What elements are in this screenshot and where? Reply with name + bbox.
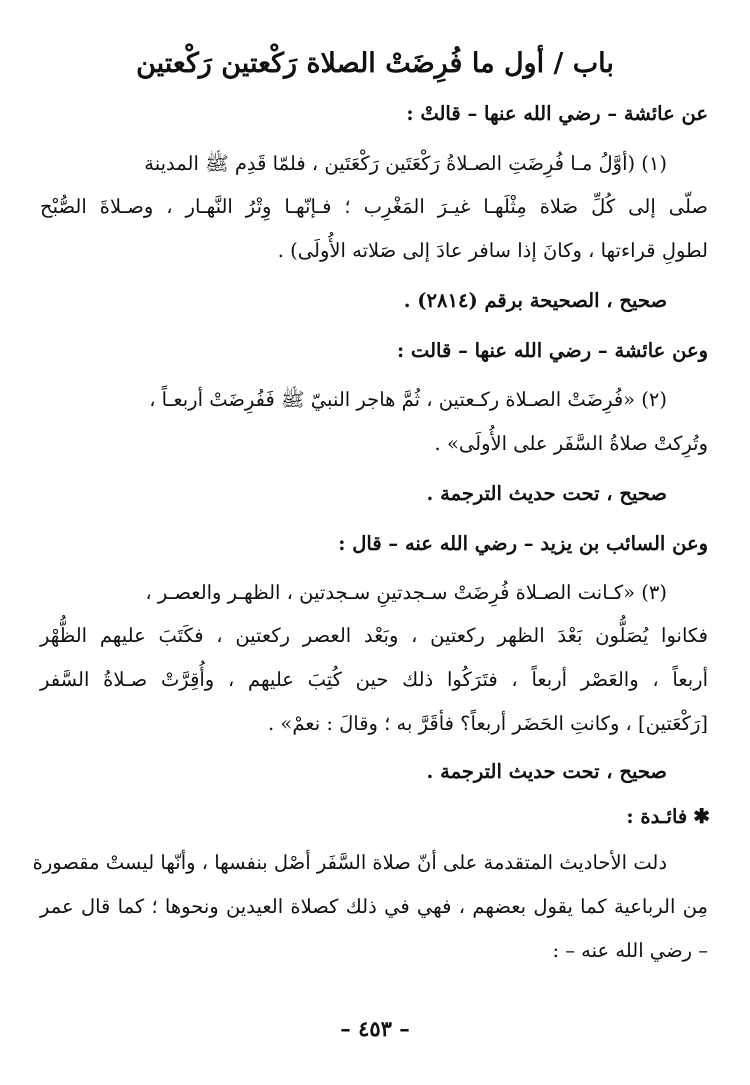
hadith-2-grade: صحيح ، تحت حديث الترجمة . (426, 482, 667, 505)
hadith-2-line-1: (٢) «فُرِضَتْ الصـلاة ركـعتين ، ثُمَّ هاجر النبيّ ﷺ فَفُرِضَتْ أربعـاً ، (149, 388, 667, 411)
hadith-3-line-3: أربعاً ، والعَصْر أربعاً ، فتَرَكُوا ذلك حين كُتِبَ عليهم ، وأُقِرَّتْ صـلاةُ السَّفر (40, 668, 708, 691)
section-1-intro: عن عائشة – رضي الله عنها – قالتْ : (406, 102, 708, 125)
asterisk-icon: ✱ (693, 804, 710, 828)
chapter-title: باب / أول ما فُرِضَتْ الصلاة رَكْعتين رَكْعتين (136, 48, 614, 79)
page-number: – ٤٥٣ – (340, 1016, 410, 1041)
hadith-3-grade: صحيح ، تحت حديث الترجمة . (426, 760, 667, 783)
benefit-line-3: – رضي الله عنه – : (552, 939, 708, 962)
hadith-1-line-3: لطولِ قراءتها ، وكانَ إذا سافر عادَ إلى صَلاته الأُولَى) . (277, 239, 708, 262)
hadith-3-line-1: (٣) «كـانت الصـلاة فُرِضَتْ سـجدتينِ سـجدتين ، الظهـر والعصـر ، (145, 581, 667, 604)
section-2-intro: وعن عائشة – رضي الله عنها – قالت : (396, 339, 708, 362)
benefit-line-1: دلت الأحاديث المتقدمة على أنّ صلاة السَّفَر أصْل بنفسها ، وأنّها ليستْ مقصورة (32, 851, 667, 874)
section-3-intro: وعن السائب بن يزيد – رضي الله عنه – قال : (338, 532, 708, 555)
hadith-1-line-2: صلّى إلى كُلِّ صَلاة مِثْلَهـا غيـرَ المَغْرِب ؛ فـإنّهـا وِتْرُ النَّهـار ، وصـلاةَ الصُّبْح (40, 195, 708, 218)
hadith-1-line-1: (١) (أوَّلُ مـا فُرِضَتِ الصـلاةُ رَكْعَتَين رَكْعَتَين ، فلمّا قَدِم ﷺ المدينة (144, 152, 667, 175)
benefit-line-2: مِن الرباعية كما يقول بعضهم ، فهي في ذلك كصلاة العيدين ونحوها ؛ كما قال عمر (40, 895, 708, 918)
hadith-3-line-2: فكانوا يُصَلُّون بَعْدَ الظهر ركعتين ، وبَعْد العصر ركعتين ، فكَتَبَ عليهم الظُّهْر (40, 624, 708, 647)
hadith-3-line-4: [رَكْعَتين] ، وكانتِ الحَضَر أربعاً؟ فأقَرَّ به ؛ وقالَ : نعمْ» . (268, 712, 708, 735)
hadith-2-line-2: وتُرِكتْ صلاةُ السَّفَر على الأُولَى» . (434, 432, 708, 455)
hadith-1-grade: صحيح ، الصحيحة برقم (٢٨١٤) . (403, 289, 667, 312)
benefit-heading-text: فائـدة : (626, 805, 688, 828)
benefit-heading (40, 801, 710, 832)
